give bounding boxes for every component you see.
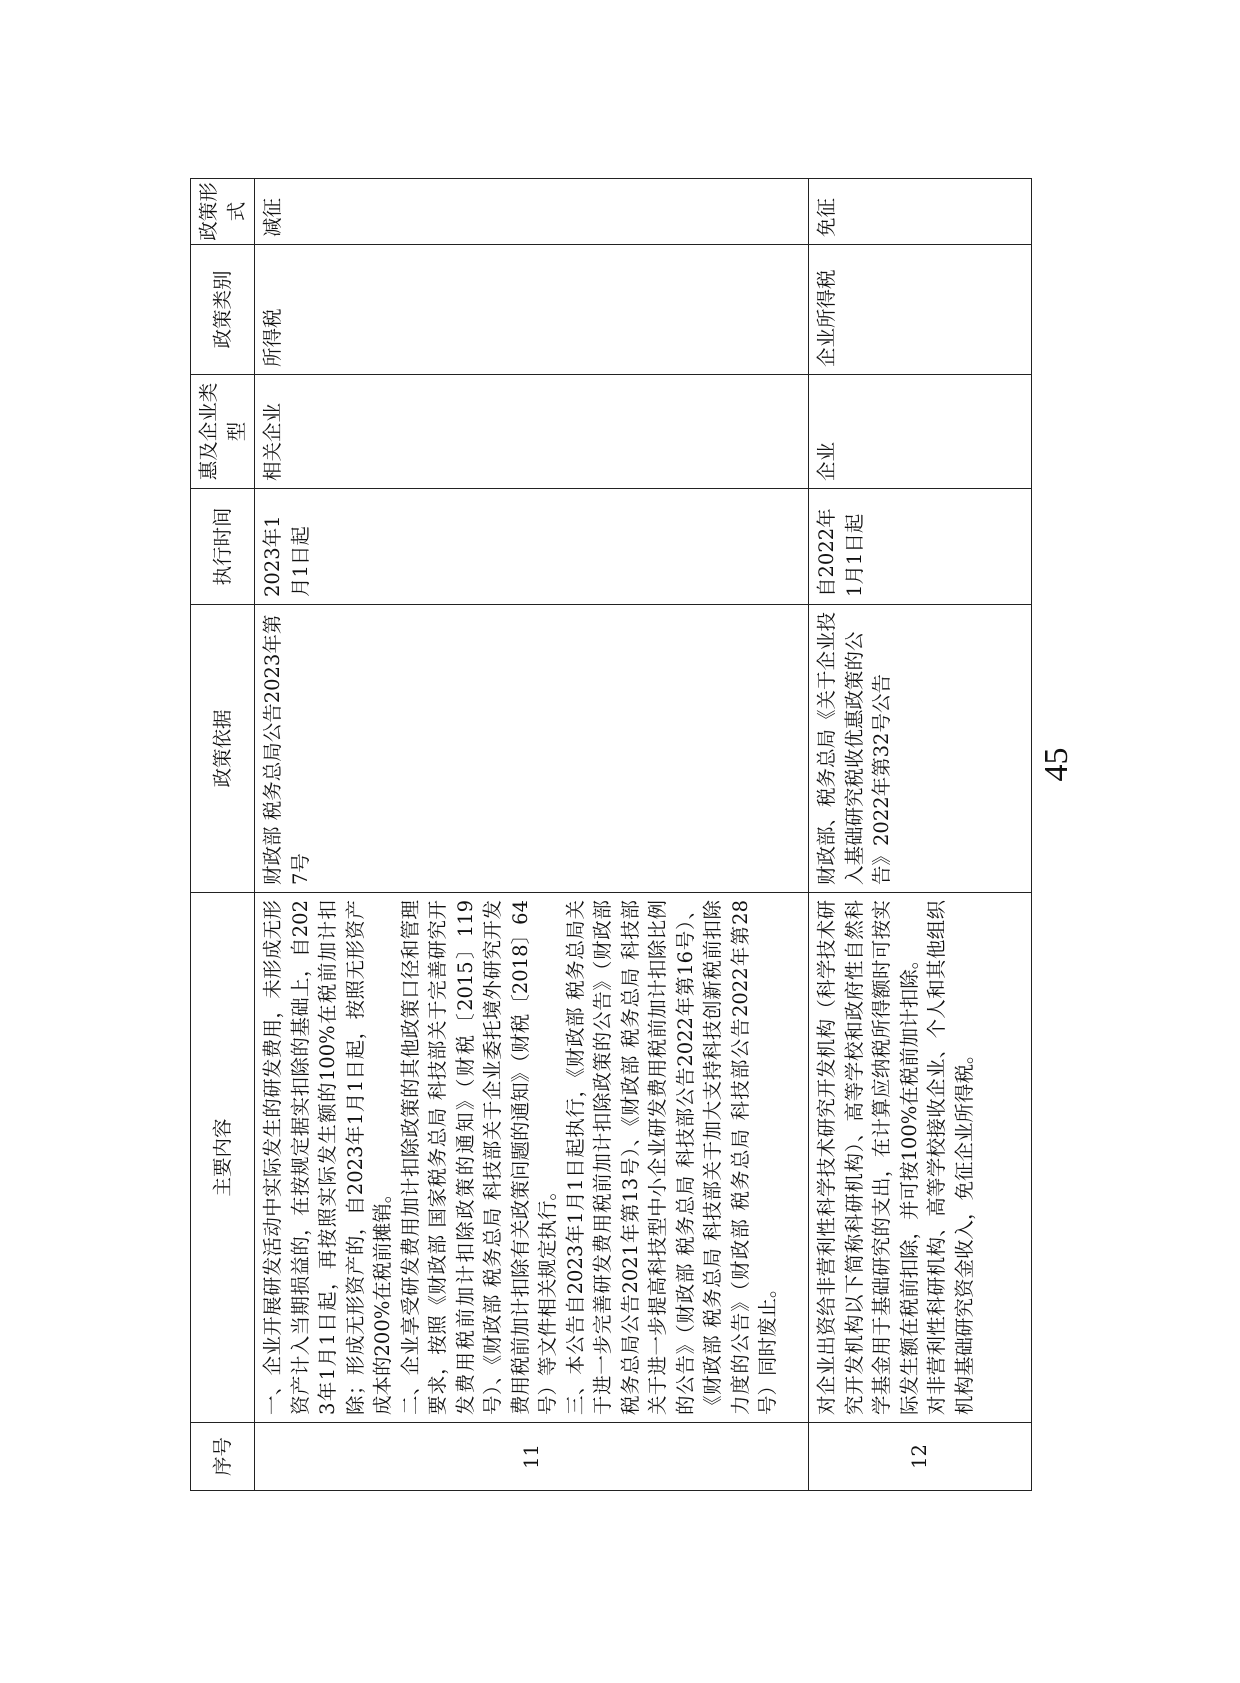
header-basis: 政策依据 <box>191 605 255 893</box>
header-form: 政策形式 <box>191 179 255 245</box>
row-form: 减征 <box>255 179 809 245</box>
row-category: 所得税 <box>255 245 809 375</box>
header-content: 主要内容 <box>191 893 255 1423</box>
header-beneficiary: 惠及企业类型 <box>191 375 255 489</box>
policy-table <box>190 178 1032 1491</box>
content-paragraph: 一、企业开展研发活动中实际发生的研发费用，未形成无形资产计入当期损益的，在按规定据实扣除的基础上，自2023年1月1日起，再按照实际发生额的100%在税前加计扣除；形成无形资产的，自2023年1月1日起，按照无形资产成本的200%在税前摊销。 <box>261 900 394 1415</box>
row-beneficiary: 相关企业 <box>255 375 809 489</box>
table-row <box>255 179 809 1491</box>
header-time: 执行时间 <box>191 489 255 605</box>
content-paragraph: 三、本公告自2023年1月1日起执行，《财政部 税务总局关于进一步完善研发费用税前加计扣除政策的公告》（财政部 税务总局公告2021年第13号）、《财政部 税务总局 科技部关于进一步提高科技型中小企业研发费用税前加计扣除比例的公告》（财政部 税务总局 科技部公告2022年第16号）、《财政部 税务总局 科技部关于加大支持科技创新税前扣除力度的公告》（财政部 税务总局 科技部公告2022年第28号）同时废止。 <box>563 900 779 1415</box>
row-basis: 财政部 税务总局公告2023年第7号 <box>255 605 809 893</box>
row-form: 免征 <box>809 179 1032 245</box>
row-time: 自2022年1月1日起 <box>809 489 1032 605</box>
header-no: 序号 <box>191 1423 255 1491</box>
row-no: 11 <box>255 1423 809 1491</box>
row-content <box>255 893 809 1423</box>
row-basis: 财政部、税务总局《关于企业投入基础研究税收优惠政策的公告》2022年第32号公告 <box>809 605 1032 893</box>
row-no: 12 <box>809 1423 1032 1491</box>
content-paragraph: 对非营利性科研机构、高等学校接收企业、个人和其他组织机构基础研究资金收入，免征企业所得税。 <box>925 900 976 1415</box>
table-row <box>809 179 1032 1491</box>
table-header-row <box>191 179 255 1491</box>
row-beneficiary: 企业 <box>809 375 1032 489</box>
row-time: 2023年1月1日起 <box>255 489 809 605</box>
content-paragraph: 二、企业享受研发费用加计扣除政策的其他政策口径和管理要求，按照《财政部 国家税务总局 科技部关于完善研究开发费用税前加计扣除政策的通知》（财税〔2015〕119号）、《财政部 税务总局 科技部关于企业委托境外研究开发费用税前加计扣除有关政策问题的通知》（财税〔2018〕64号）等文件相关规定执行。 <box>398 900 559 1415</box>
row-category: 企业所得税 <box>809 245 1032 375</box>
header-category: 政策类别 <box>191 245 255 375</box>
row-content <box>809 893 1032 1423</box>
content-paragraph: 对企业出资给非营利性科学技术研究开发机构（科学技术研究开发机构以下简称科研机构）、高等学校和政府性自然科学基金用于基础研究的支出，在计算应纳税所得额时可按实际发生额在税前扣除，并可按100%在税前加计扣除。 <box>815 900 921 1415</box>
page-number: 45 <box>1038 747 1075 782</box>
